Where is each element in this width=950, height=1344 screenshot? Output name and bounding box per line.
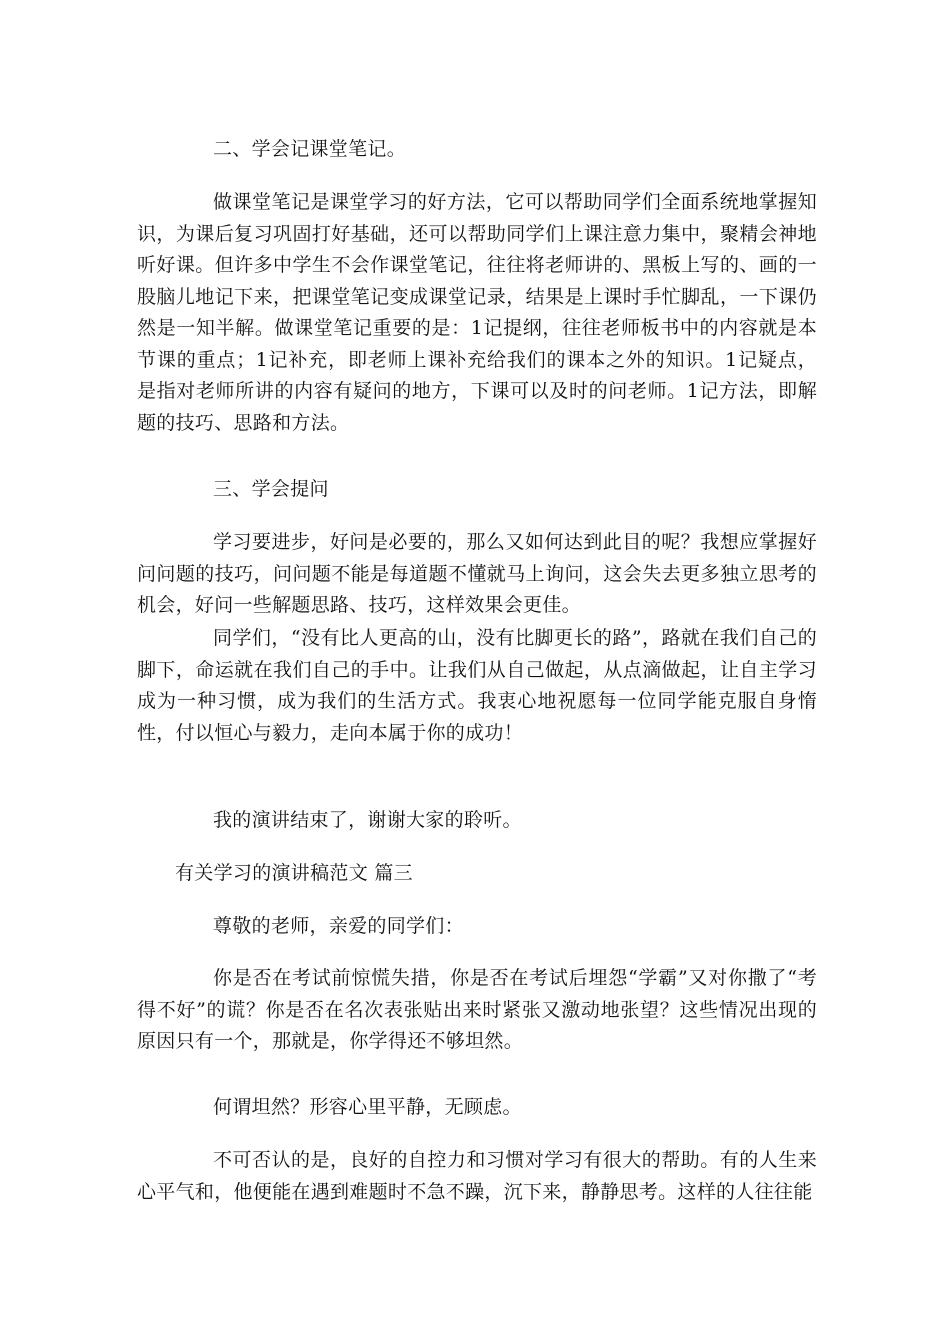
paragraph-closing: 我的演讲结束了，谢谢大家的聆听。 xyxy=(213,809,522,831)
article-title-part-three: 有关学习的演讲稿范文 篇三 xyxy=(175,862,413,884)
paragraph-asking-questions: 学习要进步，好问是必要的，那么又如何达到此目的呢？我想应掌握好问问题的技巧，问问题不能是每道题不懂就马上询问，这会失去更多独立思考的机会，好问一些解题思路、技巧，这样效果会更佳。 xyxy=(137,531,817,616)
paragraph-note-taking: 做课堂笔记是课堂学习的好方法，它可以帮助同学们全面系统地掌握知识，为课后复习巩固打好基础，还可以帮助同学们上课注意力集中，聚精会神地听好课。但许多中学生不会作课堂笔记，往往将老师讲的、黑板上写的、画的一股脑儿地记下来，把课堂笔记变成课堂记录，结果是上课时手忙脚乱，一下课仍然是一知半解。做课堂笔记重要的是：1记提纲，往往老师板书中的内容就是本节课的重点；1记补充，即老师上课补充给我们的课本之外的知识。1记疑点，是指对老师所讲的内容有疑问的地方，下课可以及时的问老师。1记方法，即解题的技巧、思路和方法。 xyxy=(137,191,817,434)
greeting: 尊敬的老师，亲爱的同学们： xyxy=(213,915,464,937)
paragraph-conclusion: 同学们，“没有比人更高的山，没有比脚更长的路”，路就在我们自己的脚下，命运就在我们自己的手中。让我们从自己做起，从点滴做起，让自主学习成为一种习惯，成为我们的生活方式。我衷心地祝愿每一位同学能克服自身惰性，付以恒心与毅力，走向本属于你的成功！ xyxy=(137,627,817,744)
section-heading-note-taking: 二、学会记课堂笔记。 xyxy=(213,138,407,160)
paragraph-definition: 何谓坦然？形容心里平静，无顾虑。 xyxy=(213,1096,522,1118)
paragraph-self-control: 不可否认的是，良好的自控力和习惯对学习有很大的帮助。有的人生来心平气和，他便能在遇到难题时不急不躁，沉下来，静静思考。这样的人往往能 xyxy=(137,1149,817,1203)
paragraph-exam-anxiety: 你是否在考试前惊慌失措，你是否在考试后埋怨“学霸”又对你撒了“考得不好”的谎？你是否在名次表张贴出来时紧张又激动地张望？这些情况出现的原因只有一个，那就是，你学得还不够坦然。 xyxy=(137,967,817,1052)
section-heading-asking-questions: 三、学会提问 xyxy=(213,478,329,500)
